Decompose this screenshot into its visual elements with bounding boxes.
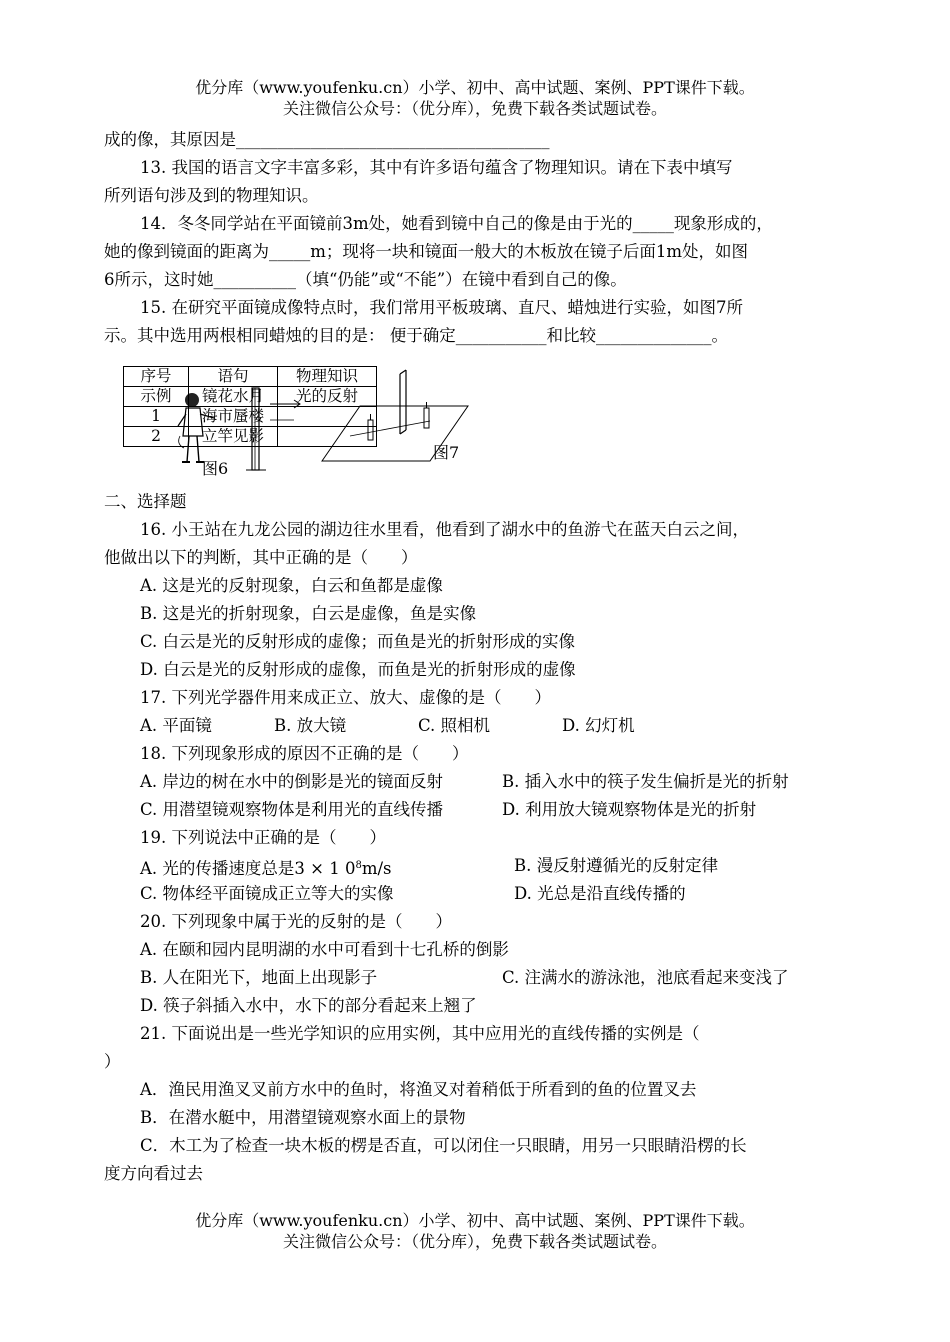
q14-line1: 14．冬冬同学站在平面镜前3m处，她看到镜中自己的像是由于光的_____现象形成的， [140, 214, 773, 233]
q16-option-b: B. 这是光的折射现象，白云是虚像，鱼是实像 [140, 604, 477, 623]
figure-6-label: 图6 [202, 459, 229, 478]
q17-stem: 17. 下列光学器件用来成正立、放大、虚像的是（ ） [140, 688, 551, 707]
q13-line2: 所列语句涉及到的物理知识。 [104, 186, 319, 205]
q19-stem: 19. 下列说法中正确的是（ ） [140, 828, 386, 847]
q19-option-a-exponent: 8 [355, 860, 362, 871]
q21-option-a: A．渔民用渔叉叉前方水中的鱼时，将渔叉对着稍低于所看到的鱼的位置叉去 [140, 1080, 697, 1099]
q20-stem: 20. 下列现象中属于光的反射的是（ ） [140, 912, 452, 931]
q18-option-b: B. 插入水中的筷子发生偏折是光的折射 [502, 772, 789, 791]
table-row [124, 427, 377, 447]
q12-tail: 成的像，其原因是______________________________________ [104, 130, 550, 149]
q19-option-d: D. 光总是沿直线传播的 [514, 884, 686, 903]
q19-option-a-unit: m/s [361, 859, 392, 878]
table-cell [278, 407, 377, 427]
q19-option-a [140, 854, 392, 881]
q17-option-d: D. 幻灯机 [562, 716, 635, 735]
q21-option-c-line2: 度方向看过去 [104, 1164, 203, 1183]
q21-option-c-line1: C．木工为了检查一块木板的楞是否直，可以闭住一只眼睛，用另一只眼睛沿楞的长 [140, 1136, 747, 1155]
q18-option-c: C. 用潜望镜观察物体是利用光的直线传播 [140, 800, 444, 819]
q16-line2: 他做出以下的判断，其中正确的是（ ） [104, 548, 418, 567]
table-row [124, 407, 377, 427]
q16-option-c: C. 白云是光的反射形成的虚像；而鱼是光的折射形成的实像 [140, 632, 576, 651]
q20-option-d: D. 筷子斜插入水中，水下的部分看起来上翘了 [140, 996, 477, 1015]
page-footer-line1: 优分库（www.youfenku.cn）小学、初中、高中试题、案例、PPT课件下载。 [195, 1211, 755, 1230]
q14-line3: 6所示，这时她__________（填“仍能”或“不能”）在镜中看到自己的像。 [104, 270, 627, 289]
table-cell: 1 [124, 407, 189, 427]
page-header-line1: 优分库（www.youfenku.cn）小学、初中、高中试题、案例、PPT课件下载。 [195, 78, 755, 97]
q21-line1: 21. 下面说出是一些光学知识的应用实例，其中应用光的直线传播的实例是（ [140, 1024, 700, 1043]
q18-stem: 18. 下列现象形成的原因不正确的是（ ） [140, 744, 469, 763]
page-header-line2: 关注微信公众号：（优分库），免费下载各类试题试卷。 [282, 99, 667, 118]
physics-knowledge-table [123, 366, 377, 447]
q17-option-b: B. 放大镜 [274, 716, 347, 735]
table-cell [278, 427, 377, 447]
q21-option-b: B．在潜水艇中，用潜望镜观察水面上的景物 [140, 1108, 466, 1127]
q14-line2: 她的像到镜面的距离为_____m；现将一块和镜面一般大的木板放在镜子后面1m处，如图 [104, 242, 749, 261]
q20-option-b: B. 人在阳光下，地面上出现影子 [140, 968, 378, 987]
q13-line1: 13. 我国的语言文字丰富多彩，其中有许多语句蕴含了物理知识。请在下表中填写 [140, 158, 733, 177]
q16-line1: 16. 小王站在九龙公园的湖边往水里看，他看到了湖水中的鱼游弋在蓝天白云之间， [140, 520, 749, 539]
q16-option-d: D. 白云是光的反射形成的虚像，而鱼是光的折射形成的虚像 [140, 660, 576, 679]
q16-option-a: A. 这是光的反射现象，白云和鱼都是虚像 [140, 576, 443, 595]
q15-line2: 示。其中选用两根相同蜡烛的目的是： 便于确定___________和比较______________。 [104, 326, 728, 345]
q20-option-c: C. 注满水的游泳池，池底看起来变浅了 [502, 968, 789, 987]
page-footer-line2: 关注微信公众号：（优分库），免费下载各类试题试卷。 [282, 1232, 667, 1251]
q17-option-c: C. 照相机 [418, 716, 491, 735]
figure-7-label: 图7 [433, 443, 460, 462]
q20-option-a: A. 在颐和园内昆明湖的水中可看到十七孔桥的倒影 [140, 940, 509, 959]
table-cell: 立竿见影 [189, 427, 278, 447]
section-2-title: 二、选择题 [104, 492, 187, 511]
table-cell: 海市蜃楼 [189, 407, 278, 427]
table-cell: 2 [124, 427, 189, 447]
q15-line1: 15. 在研究平面镜成像特点时，我们常用平板玻璃、直尺、蜡烛进行实验，如图7所 [140, 298, 743, 317]
q19-option-b: B. 漫反射遵循光的反射定律 [514, 856, 719, 875]
table-cell: 镜花水月 [189, 387, 278, 407]
table-row [124, 387, 377, 407]
q21-line2: ） [104, 1052, 121, 1071]
table-header-cell: 语句 [189, 367, 278, 387]
table-header-cell: 序号 [124, 367, 189, 387]
table-header-cell: 物理知识 [278, 367, 377, 387]
q18-option-a: A. 岸边的树在水中的倒影是光的镜面反射 [140, 772, 443, 791]
q19-option-c: C. 物体经平面镜成正立等大的实像 [140, 884, 394, 903]
table-cell: 光的反射 [278, 387, 377, 407]
table-cell: 示例 [124, 387, 189, 407]
table-header-row [124, 367, 377, 387]
q18-option-d: D. 利用放大镜观察物体是光的折射 [502, 800, 757, 819]
q19-option-a-text: A. 光的传播速度总是3 × 1 0 [140, 859, 356, 878]
q17-option-a: A. 平面镜 [140, 716, 212, 735]
